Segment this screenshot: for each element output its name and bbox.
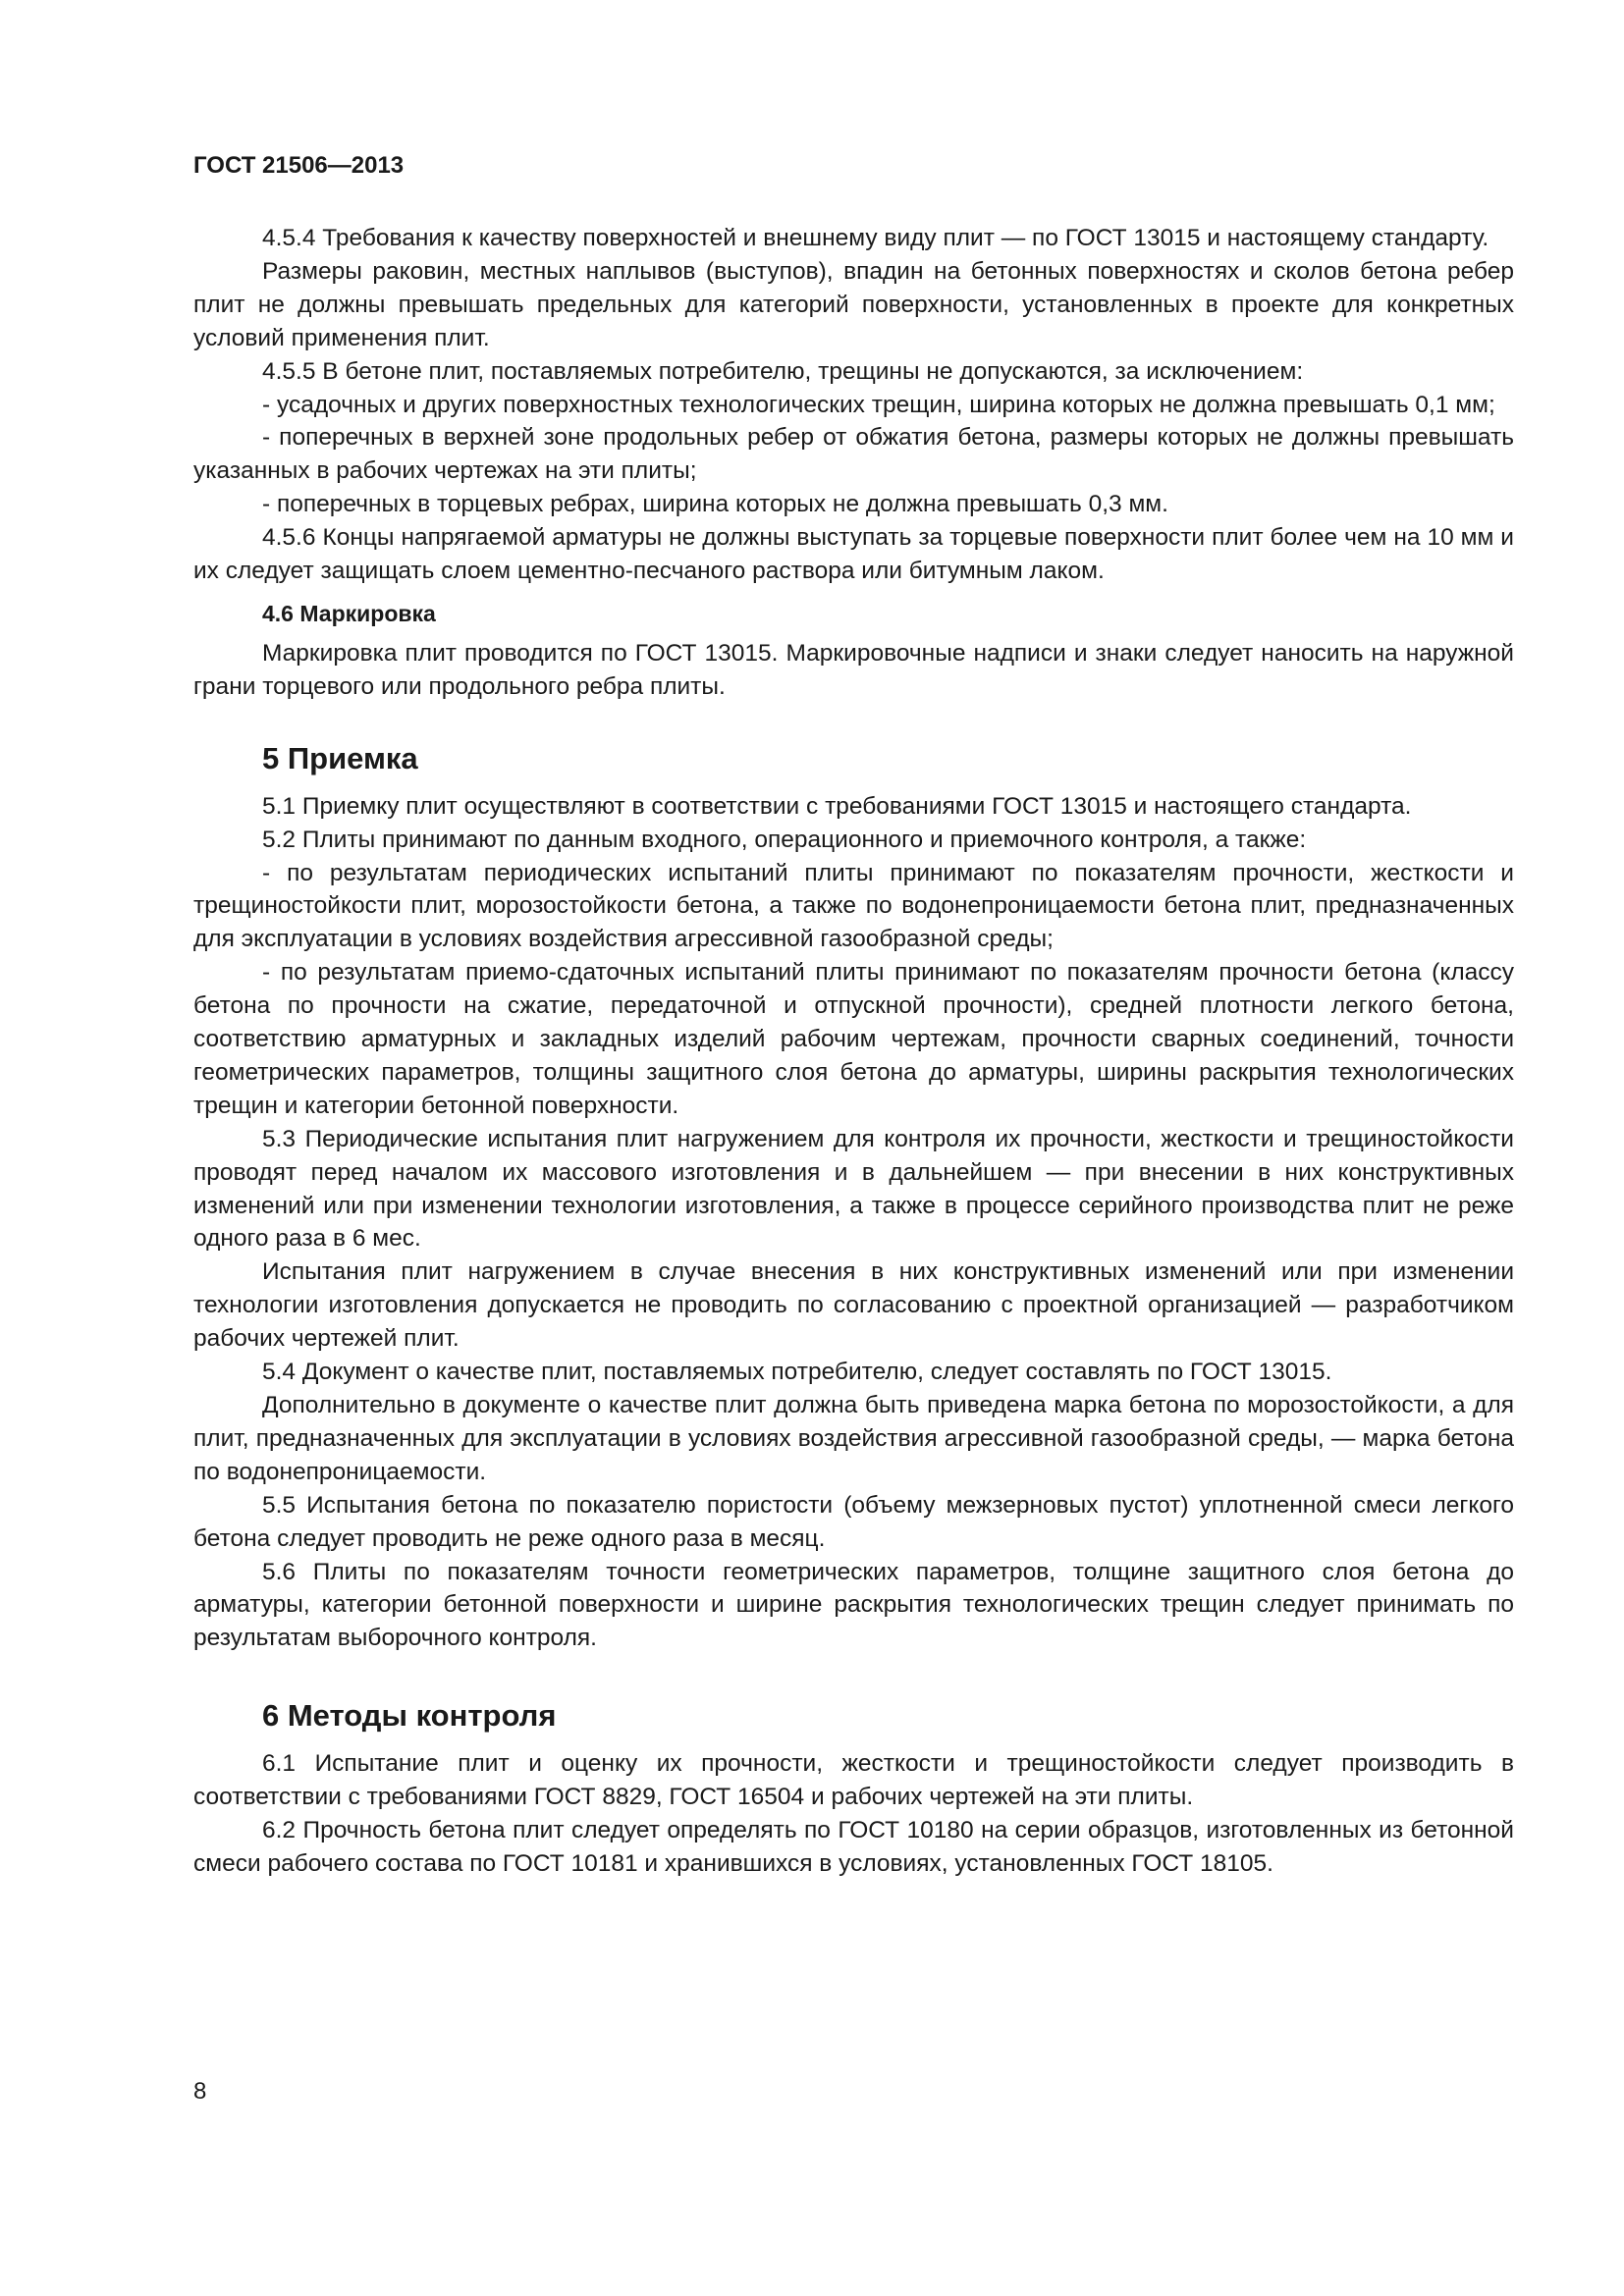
paragraph-6-2: 6.2 Прочность бетона плит следует определять по ГОСТ 10180 на серии образцов, изготовленных из бетонной смеси рабочего состава по ГОСТ 10181 и хранившихся в условиях, установленных ГОСТ 18105. [193, 1817, 1514, 1877]
section-heading-5: 5 Приемка [262, 740, 418, 775]
paragraph-5-1: 5.1 Приемку плит осуществляют в соответствии с требованиями ГОСТ 13015 и настоящего стандарта. [262, 792, 1412, 820]
paragraph-5-4-b: Дополнительно в документе о качестве плит должна быть приведена марка бетона по морозостойкости, а для плит, предназначенных для эксплуатации в условиях воздействия агрессивной газообразной среды, — марка бетона по водонепроницаемости. [193, 1392, 1514, 1485]
paragraph-5-3: 5.3 Периодические испытания плит нагружением для контроля их прочности, жесткости и трещиностойкости проводят перед началом их массового изготовления и в дальнейшем — при внесении в них конструктивных изменений или при изменении технологии изготовления, а также в процессе серийного производства плит не реже одного раза в 6 мес. [193, 1125, 1514, 1253]
list-item-4-5-5-c: - поперечных в торцевых ребрах, ширина которых не должна превышать 0,3 мм. [262, 491, 1168, 518]
section-heading-6: 6 Методы контроля [262, 1698, 557, 1734]
list-item-4-5-5-a: - усадочных и других поверхностных технологических трещин, ширина которых не должна превышать 0,1 мм; [262, 391, 1495, 418]
paragraph-4-5-6: 4.5.6 Концы напрягаемой арматуры не должны выступать за торцевые поверхности плит более чем на 10 мм и их следует защищать слоем цементно-песчаного раствора или битумным лаком. [193, 524, 1514, 585]
paragraph-4-5-4: 4.5.4 Требования к качеству поверхностей и внешнему виду плит — по ГОСТ 13015 и настоящему стандарту. [262, 225, 1489, 251]
paragraph-4-5-4-b: Размеры раковин, местных наплывов (выступов), впадин на бетонных поверхностях и сколов бетона ребер плит не должны превышать предельных для категорий поверхности, установленных в проекте для конкретных условий применения плит. [193, 257, 1514, 351]
paragraph-4-6: Маркировка плит проводится по ГОСТ 13015. Маркировочные надписи и знаки следует наносить на наружной грани торцевого или продольного ребра плиты. [193, 639, 1514, 700]
paragraph-4-5-5: 4.5.5 В бетоне плит, поставляемых потребителю, трещины не допускаются, за исключением: [262, 357, 1304, 385]
document-body [193, 222, 1514, 1881]
page-number: 8 [193, 2078, 207, 2105]
paragraph-5-5: 5.5 Испытания бетона по показателю пористости (объему межзерновых пустот) уплотненной смеси легкого бетона следует проводить не реже одного раза в месяц. [193, 1491, 1514, 1552]
list-item-4-5-5-b: - поперечных в верхней зоне продольных ребер от обжатия бетона, размеры которых не должны превышать указанных в рабочих чертежах на эти плиты; [193, 424, 1514, 485]
section-spacer [193, 1655, 1514, 1696]
paragraph-5-4: 5.4 Документ о качестве плит, поставляемых потребителю, следует составлять по ГОСТ 13015. [262, 1359, 1332, 1386]
document-header-code: ГОСТ 21506—2013 [193, 152, 405, 179]
list-item-5-2-a: - по результатам периодических испытаний плиты принимают по показателям прочности, жесткости и трещиностойкости плит, морозостойкости бетона, а также по водонепроницаемости бетона плит, предназначенных для эксплуатации в условиях воздействия агрессивной газообразной среды; [193, 859, 1514, 953]
paragraph-5-2: 5.2 Плиты принимают по данным входного, операционного и приемочного контроля, а также: [262, 826, 1307, 853]
paragraph-5-3-b: Испытания плит нагружением в случае внесения в них конструктивных изменений или при изменении технологии изготовления допускается не проводить по согласованию с проектной организацией — разработчиком рабочих чертежей плит. [193, 1258, 1514, 1353]
paragraph-6-1: 6.1 Испытание плит и оценку их прочности, жесткости и трещиностойкости следует производить в соответствии с требованиями ГОСТ 8829, ГОСТ 16504 и рабочих чертежей на эти плиты. [193, 1750, 1514, 1811]
list-item-5-2-b: - по результатам приемо-сдаточных испытаний плиты принимают по показателям прочности бетона (классу бетона по прочности на сжатие, передаточной и отпускной прочности), средней плотности легкого бетона, соответствию арматурных и закладных изделий рабочим чертежам, прочности сварных соединений, точности геометрических параметров, толщины защитного слоя бетона до арматуры, ширины раскрытия технологических трещин и категории бетонной поверхности. [193, 959, 1514, 1119]
paragraph-5-6: 5.6 Плиты по показателям точности геометрических параметров, толщине защитного слоя бетона до арматуры, категории бетонной поверхности и ширине раскрытия технологических трещин следует принимать по результатам выборочного контроля. [193, 1558, 1514, 1652]
subsection-heading-4-6: 4.6 Маркировка [262, 600, 436, 626]
